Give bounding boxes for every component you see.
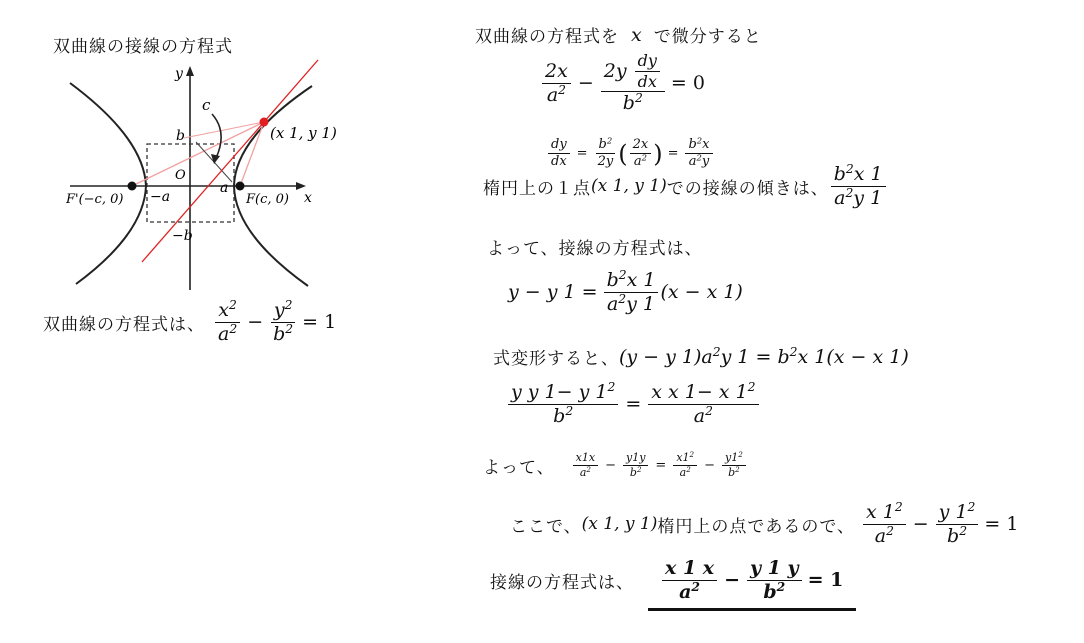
tangent-slope-text: 楕円上の１点 xyxy=(483,178,591,199)
here-text: ここで、 xyxy=(510,516,582,537)
here-suffix: 楕円上の点であるので、 xyxy=(657,516,856,537)
therefore-tangent: よって、接線の方程式は、 xyxy=(487,239,703,259)
derivative-intro xyxy=(475,22,762,47)
left-focus-point xyxy=(128,182,137,191)
tangent-slope: 楕円上の１点 (x 1, y 1) での接線の傾きは、 $\frac{b^2x 1}{a^2y 1}$ xyxy=(483,164,888,209)
neg-b-label: −b xyxy=(172,228,193,244)
hyperbola-equation-prefix: 双曲線の方程式は、 xyxy=(43,314,205,335)
derivative-intro-text: 双曲線の方程式を xyxy=(475,27,619,47)
tangent-line xyxy=(142,60,318,262)
derivative-intro-suffix: で微分すると xyxy=(653,27,762,47)
derivative-intro-var: x xyxy=(631,23,642,46)
transform-text: 式変形すると、 xyxy=(493,349,619,369)
b-label: b xyxy=(176,128,185,144)
c-arrow-curve xyxy=(212,114,221,158)
therefore-line: よって、 $\frac{x1x}{a^2}$ − $\frac{y1y}{b^2}$ = $\frac{x1^2}{a^2}$ − $\frac{y1^2}{b^2}$ xyxy=(483,452,748,479)
tangent-point xyxy=(260,118,269,127)
therefore-text: よって、 xyxy=(483,458,555,479)
hyperbola-equation: 双曲線の方程式は、 $\frac{x^2}{a^2}$ − $\frac{y^2}{b^2}$ = 1 xyxy=(43,298,337,345)
c-arrow-head xyxy=(211,154,220,164)
final-answer-line: 接線の方程式は、 $\frac{x 1 x}{a^2}$ − $\frac{y 1 y}{b^2}$ = 1 xyxy=(490,557,844,603)
final-answer-text: 接線の方程式は、 xyxy=(490,572,634,593)
here-point: (x 1, y 1) xyxy=(581,514,658,535)
tangent-equation: y − y 1 = $\frac{b^2x 1}{a^2y 1}$ (x − x 1) xyxy=(508,268,743,315)
y-axis-label: y xyxy=(175,66,183,82)
slope-equation: $\frac{dy}{dx}$ = $\frac{b^2}{2y}$ ( $\frac{2x}{a^2}$ ) = $\frac{b^2x}{a^2y}$ xyxy=(546,138,715,170)
hyperbola-equation-rhs: = 1 xyxy=(302,311,337,334)
tangent-slope-point: (x 1, y 1) xyxy=(591,176,667,197)
final-answer-underline xyxy=(648,608,856,611)
a-label: a xyxy=(220,180,229,196)
left-focus-label: F'(−c, 0) xyxy=(66,192,124,207)
x-axis-label: x xyxy=(304,190,312,206)
x-axis-arrow xyxy=(296,182,306,190)
here-line: ここで、 (x 1, y 1) 楕円上の点であるので、 $\frac{x 1^2}{a^2}$ − $\frac{y 1^2}{b^2}$ = 1 xyxy=(510,500,1019,547)
right-focus-label: F(c, 0) xyxy=(246,192,289,207)
right-focus-point xyxy=(236,182,245,191)
neg-a-label: −a xyxy=(150,189,171,205)
tangent-point-label: (x 1, y 1) xyxy=(270,124,337,142)
derivative-rhs: = 0 xyxy=(670,72,705,95)
tangent-slope-suffix: での接線の傾きは、 xyxy=(666,178,829,199)
derivative-equation: $\frac{2x}{a^2}$ − 2y $\frac{dy}{dx}$ $b^2$ = 0 xyxy=(540,52,705,114)
origin-label: O xyxy=(175,168,186,183)
left-heading: 双曲線の接線の方程式 xyxy=(53,37,233,57)
y-axis-arrow xyxy=(186,66,194,76)
c-label: c xyxy=(202,96,211,114)
hyperbola-figure xyxy=(62,58,362,298)
transform-line: 式変形すると、 (y − y $1)a^2y$ $1 = b^2x$ 1(x − x 1) xyxy=(493,344,909,369)
transformed-equation: $\frac{y y 1- y 1^2}{b^2}$ = $\frac{x x 1- x 1^2}{a^2}$ xyxy=(506,382,761,427)
